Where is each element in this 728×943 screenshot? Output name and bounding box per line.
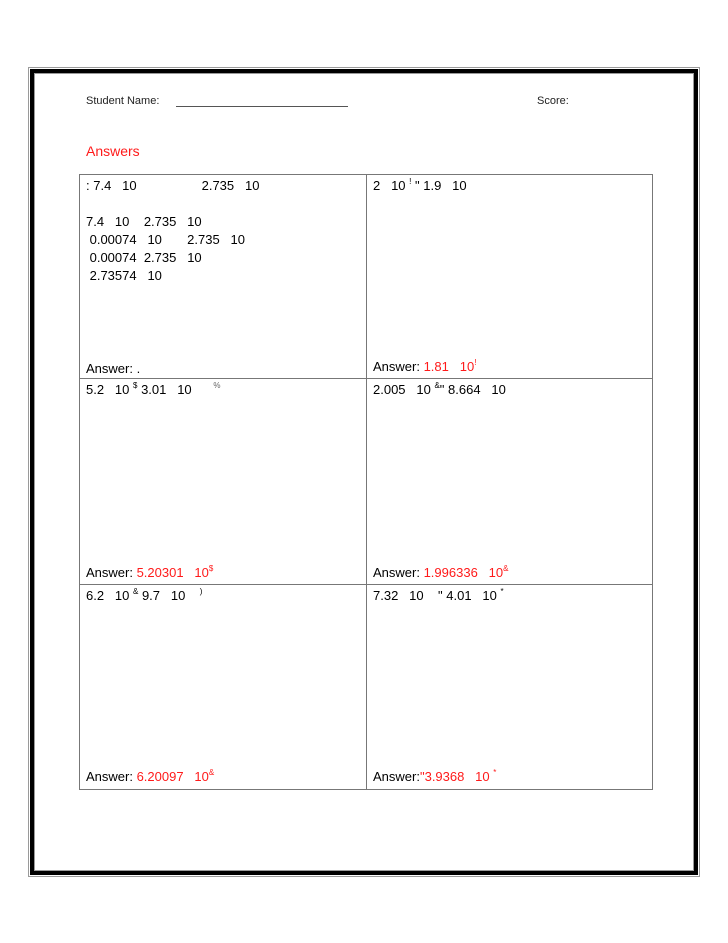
student-name-label: Student Name: (86, 95, 160, 107)
answer-value: 1.996336 10 (423, 565, 504, 580)
score-label: Score: (537, 95, 569, 107)
exponent-glyph: ! (409, 177, 412, 186)
problem-text: 2.735 10 (136, 178, 260, 193)
work-line: 0.00074 10 2.735 10 (86, 232, 246, 247)
exponent-glyph: % (213, 381, 221, 390)
exponent-glyph: & (434, 381, 440, 390)
student-name-blank-line (176, 106, 348, 107)
problem-expression (86, 587, 202, 607)
answer-line (86, 565, 213, 583)
answer-label: Answer: . (86, 361, 141, 376)
problem-text: " 1.9 10 (411, 178, 467, 193)
problem-text: 9.7 10 (138, 588, 186, 603)
problem-expression (373, 177, 467, 197)
problem-text: 6.2 10 (86, 588, 130, 603)
problem-text: " 8.664 10 (439, 382, 506, 397)
answer-line (86, 361, 140, 377)
problem-cell-2 (367, 175, 653, 379)
problem-cell-4 (367, 379, 653, 585)
problem-expression (373, 587, 504, 607)
work-steps (86, 213, 245, 285)
answer-value: "3.9368 10 (419, 769, 494, 784)
answer-exponent: * (493, 768, 497, 777)
work-line: 2.73574 10 (86, 268, 162, 283)
answer-line (373, 359, 476, 377)
answer-value: 1.81 10 (423, 359, 475, 374)
answer-label: Answer: (373, 359, 424, 374)
problem-text: : 7.4 10 (86, 178, 137, 193)
answer-exponent: & (503, 564, 509, 573)
work-line: 0.00074 2.735 10 (86, 250, 202, 265)
answer-label: Answer: (373, 769, 420, 784)
answer-value: 6.20097 10 (136, 769, 209, 784)
exponent-glyph: & (133, 587, 139, 596)
problem-cell-5 (80, 585, 366, 789)
problem-text: 3.01 10 (137, 382, 192, 397)
problem-cell-1 (80, 175, 366, 379)
problem-cell-3 (80, 379, 366, 585)
answer-line (373, 769, 496, 787)
answer-value: 5.20301 10 (136, 565, 209, 580)
problem-grid (79, 174, 653, 790)
answer-exponent: & (208, 768, 215, 777)
answers-heading: Answers (86, 143, 140, 159)
answer-exponent: $ (208, 564, 214, 573)
answer-label: Answer: (86, 769, 137, 784)
problem-text: 5.2 10 (86, 382, 130, 397)
answer-line (373, 565, 508, 583)
answer-label: Answer: (86, 565, 137, 580)
problem-expression (86, 177, 259, 195)
answer-line (86, 769, 214, 787)
problem-text: 7.32 10 " 4.01 10 (373, 588, 497, 603)
work-line: 7.4 10 2.735 10 (86, 214, 202, 229)
problem-expression (373, 381, 506, 401)
exponent-glyph: * (500, 587, 504, 596)
exponent-glyph: $ (133, 381, 138, 390)
exponent-glyph: ) (199, 587, 203, 596)
problem-text: 2 10 (373, 178, 406, 193)
answer-exponent: ! (474, 358, 477, 367)
problem-expression (86, 381, 220, 401)
problem-cell-6 (367, 585, 653, 789)
answer-label: Answer: (373, 565, 424, 580)
problem-text: 2.005 10 (373, 382, 431, 397)
